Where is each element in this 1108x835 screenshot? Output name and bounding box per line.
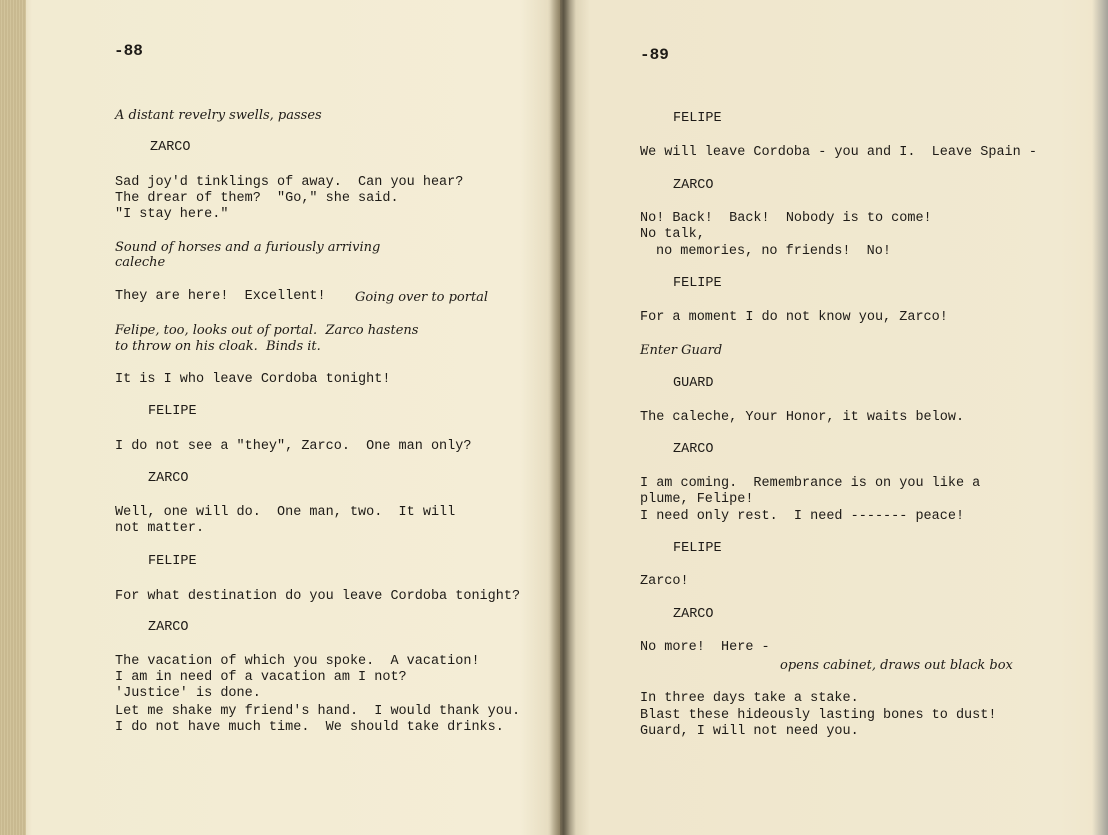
character-name: ZARCO [150,140,191,155]
page-number: -88 [114,42,143,60]
dialogue-line: Blast these hideously lasting bones to dust! [640,708,997,723]
dialogue-line: Well, one will do. One man, two. It will [115,505,456,520]
dialogue-line: The caleche, Your Honor, it waits below. [640,410,965,425]
dialogue-line: The vacation of which you spoke. A vacation! [115,654,480,669]
character-name: FELIPE [673,111,722,126]
dialogue-line: I am coming. Remembrance is on you like a [640,476,981,491]
page-edge-shadow [1092,0,1108,835]
stage-direction: caleche [115,255,166,270]
character-name: FELIPE [148,404,197,419]
stage-direction: Going over to portal [355,290,489,305]
dialogue-line: I am in need of a vacation am I not? [115,670,407,685]
character-name: FELIPE [673,541,722,556]
dialogue-line: 'Justice' is done. [115,686,261,701]
stage-direction: Enter Guard [640,343,723,358]
dialogue-line: For a moment I do not know you, Zarco! [640,310,948,325]
dialogue-line: Sad joy'd tinklings of away. Can you hear? [115,175,464,190]
dialogue-line: No! Back! Back! Nobody is to come! [640,211,932,226]
page-edges [0,0,26,835]
stage-direction: Sound of horses and a furiously arriving [115,240,381,255]
stage-direction: Felipe, too, looks out of portal. Zarco hastens [115,323,419,338]
dialogue-line: For what destination do you leave Cordoba tonight? [115,589,521,604]
page-number: -89 [640,46,669,64]
character-name: ZARCO [673,607,714,622]
character-name: ZARCO [673,442,714,457]
character-name: ZARCO [148,471,189,486]
stage-direction: A distant revelry swells, passes [115,108,322,123]
dialogue-line: I do not have much time. We should take drinks. [115,720,504,735]
dialogue-line: No talk, [640,227,705,242]
dialogue-line: "I stay here." [115,207,229,222]
dialogue-line: not matter. [115,521,205,536]
dialogue-line: Let me shake my friend's hand. I would thank you. [115,704,521,719]
dialogue-line: The drear of them? "Go," she said. [115,191,399,206]
book-gutter [548,0,576,835]
dialogue-line: No more! Here - [640,640,770,655]
dialogue-line: plume, Felipe! [640,492,754,507]
dialogue-line: They are here! Excellent! [115,289,326,304]
character-name: ZARCO [673,178,714,193]
dialogue-line: We will leave Cordoba - you and I. Leave Spain - [640,145,1037,160]
dialogue-line: I need only rest. I need ------- peace! [640,509,965,524]
dialogue-line: In three days take a stake. [640,691,859,706]
dialogue-line: It is I who leave Cordoba tonight! [115,372,391,387]
character-name: FELIPE [673,276,722,291]
right-page [560,0,1108,835]
stage-direction: opens cabinet, draws out black box [780,658,1013,673]
character-name: GUARD [673,376,714,391]
character-name: ZARCO [148,620,189,635]
dialogue-line: I do not see a "they", Zarco. One man only? [115,439,472,454]
dialogue-line: Guard, I will not need you. [640,724,859,739]
dialogue-line: Zarco! [640,574,689,589]
stage-direction: to throw on his cloak. Binds it. [115,339,321,354]
dialogue-line: no memories, no friends! No! [656,244,891,259]
character-name: FELIPE [148,554,197,569]
